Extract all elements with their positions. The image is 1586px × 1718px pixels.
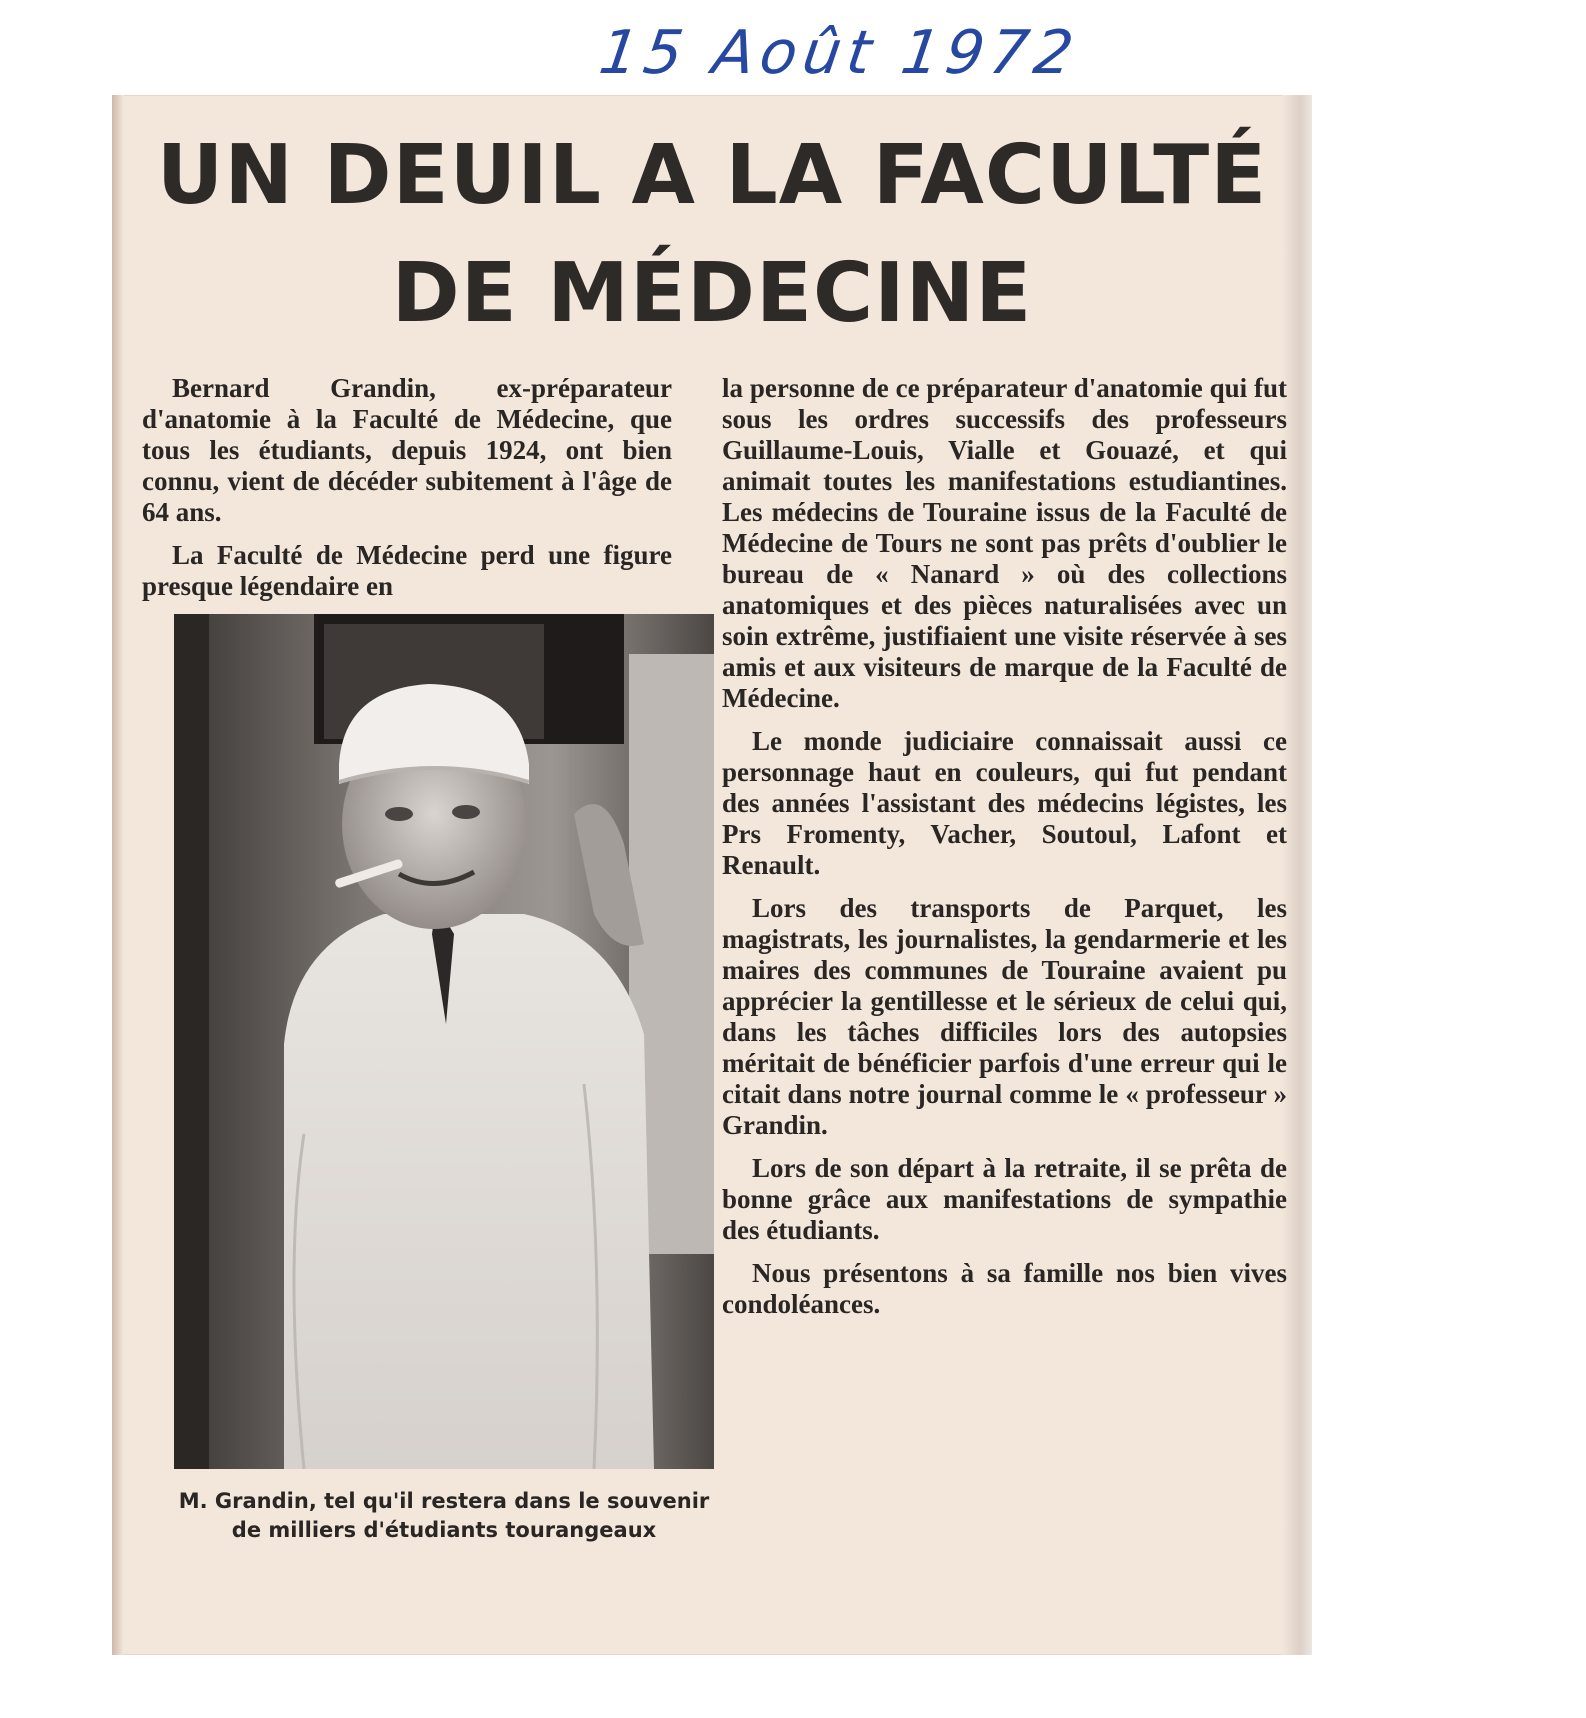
- portrait-photo: [174, 614, 714, 1469]
- article-paragraph: Lors des transports de Parquet, les magistrats, les journalistes, la gendarmerie et les maires des communes de Touraine avaient pu apprécier la gentillesse et le sérieux de celui qui, dans les tâches difficiles lors des autopsies méritait de bénéficier parfois d'une erreur qui le citait dans notre journal comme le « professeur » Grandin.: [722, 893, 1287, 1140]
- article-headline: [112, 117, 1312, 353]
- article-column-left: [142, 373, 710, 1545]
- article-paragraph: Bernard Grandin, ex-préparateur d'anatomie à la Faculté de Médecine, que tous les étudiants, depuis 1924, ont bien connu, vient de décéder subitement à l'âge de 64 ans.: [142, 373, 672, 527]
- article-column-right: [722, 373, 1287, 1332]
- photo-caption: M. Grandin, tel qu'il restera dans le souvenir de milliers d'étudiants tourangeaux: [178, 1489, 710, 1542]
- article-paragraph: la personne de ce préparateur d'anatomie qui fut sous les ordres successifs des professeurs Guillaume-Louis, Vialle et Gouazé, et qui animait toutes les manifestations estudiantines. Les médecins de Touraine issus de la Faculté de Médecine de Tours ne sont pas prêts d'oublier le bureau de « Nanard » où des collections anatomiques et des pièces naturalisées avec un soin extrême, justifiaient une visite réservée à ses amis et aux visiteurs de marque de la Faculté de Médecine.: [722, 373, 1287, 713]
- portrait-photo-graphic: [174, 614, 714, 1469]
- newspaper-clipping: [112, 95, 1312, 1655]
- headline-line-1: UN DEUIL A LA FACULTÉ: [156, 128, 1268, 223]
- handwritten-date: 15 Août 1972: [595, 18, 1084, 88]
- headline-line-2: DE MÉDECINE: [391, 246, 1033, 341]
- article-paragraph: Nous présentons à sa famille nos bien vives condoléances.: [722, 1258, 1287, 1319]
- article-paragraph: Lors de son départ à la retraite, il se prêta de bonne grâce aux manifestations de sympathie des étudiants.: [722, 1153, 1287, 1245]
- article-paragraph: La Faculté de Médecine perd une figure presque légendaire en: [142, 540, 672, 601]
- article-paragraph: Le monde judiciaire connaissait aussi ce personnage haut en couleurs, qui fut pendant des années l'assistant des médecins légistes, les Prs Fromenty, Vacher, Soutoul, Lafont et Renault.: [722, 726, 1287, 880]
